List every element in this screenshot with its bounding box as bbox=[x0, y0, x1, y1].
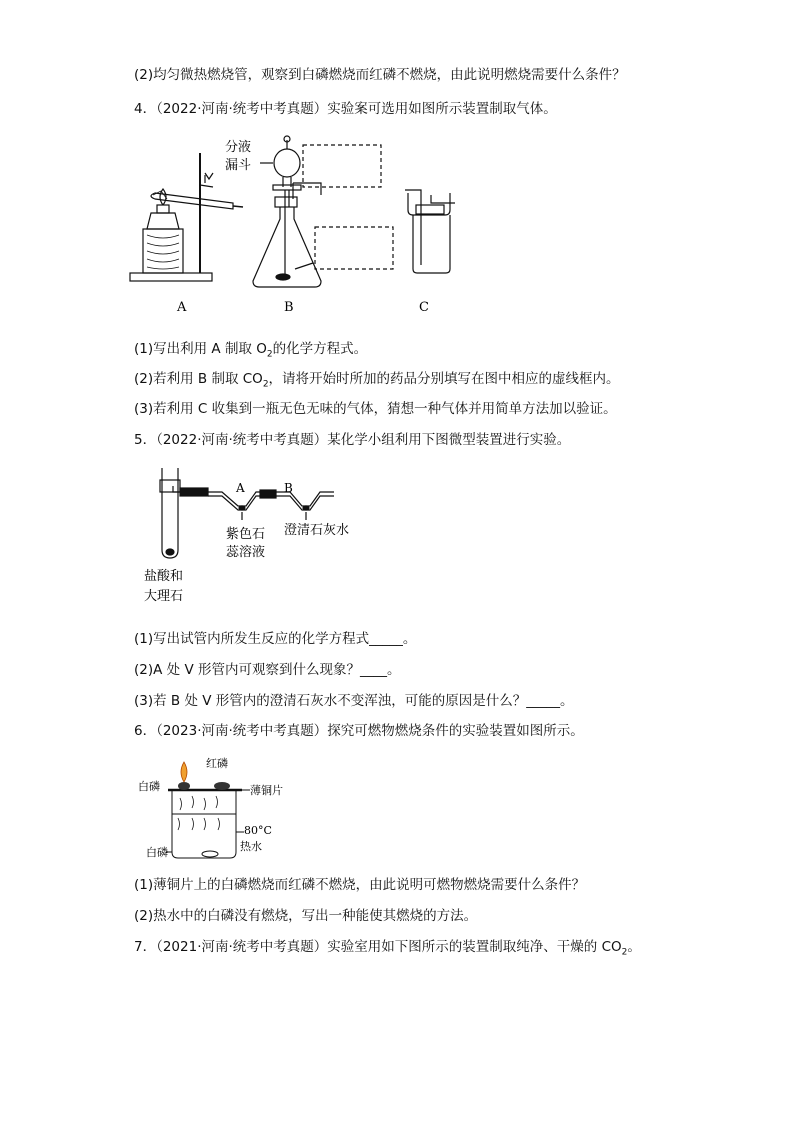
figure-5-apparatus bbox=[140, 462, 370, 612]
q4-sub1: (1)写出利用 A 制取 $O_2$的化学方程式。 bbox=[134, 341, 368, 360]
white-phosphorus-top bbox=[178, 782, 190, 790]
temp-label: 80°C bbox=[244, 824, 272, 837]
q6-sub2: (2)热水中的白磷没有燃烧，写出一种能使其燃烧的方法。 bbox=[134, 908, 478, 924]
jar-outlet-tube bbox=[431, 195, 455, 203]
marble-chips bbox=[166, 549, 174, 555]
flame-icon bbox=[181, 762, 187, 782]
funnel-label-1: 分液 bbox=[225, 140, 252, 155]
test-tube bbox=[162, 468, 178, 558]
q5-sub1: (1)写出试管内所发生反应的化学方程式_____。 bbox=[134, 631, 417, 647]
tube-stopper bbox=[160, 480, 180, 492]
funnel-stopcock bbox=[273, 185, 301, 190]
test-tube bbox=[151, 193, 233, 209]
white-p-bottom-label: 白磷 bbox=[146, 846, 168, 859]
red-p-label: 红磷 bbox=[206, 757, 228, 770]
delivery-tube bbox=[233, 206, 243, 207]
limewater-label: 澄清石灰水 bbox=[284, 523, 350, 538]
clamp-arrow bbox=[205, 173, 213, 179]
rubber-connector bbox=[180, 488, 208, 496]
alcohol-lamp bbox=[147, 213, 179, 229]
flask-box-leader bbox=[295, 263, 313, 269]
q3-sub2-text: (2)均匀微热燃烧管，观察到白磷燃烧而红磷不燃烧，由此说明燃烧需要什么条件？ bbox=[134, 67, 626, 83]
q5-sub2: (2)A 处 V 形管内可观察到什么现象？____。 bbox=[134, 662, 401, 678]
apparatus-b bbox=[253, 136, 393, 287]
q4-sub2: (2)若利用 B 制取 $CO_2$，请将开始时所加的药品分别填写在图中相应的虚线框内。 bbox=[134, 371, 620, 390]
beaker bbox=[172, 790, 236, 858]
flask-solid bbox=[276, 274, 290, 280]
reagent-label-1: 盐酸和 bbox=[144, 569, 184, 584]
apparatus-c bbox=[405, 190, 455, 273]
jar-stopper bbox=[416, 205, 444, 214]
q6-stem: 6．（2023·河南·统考中考真题）探究可燃物燃烧条件的实验装置如图所示。 bbox=[134, 723, 584, 739]
flask-reagent-box[interactable] bbox=[315, 227, 393, 269]
iron-stand-base bbox=[130, 273, 212, 281]
fig5-label-b: B bbox=[284, 481, 293, 495]
hot-water-label: 热水 bbox=[240, 840, 262, 853]
q7-stem: 7．（2021·河南·统考中考真题）实验室用如下图所示的装置制取纯净、干燥的 $CO_2$。 bbox=[134, 939, 641, 958]
clamp-arm bbox=[200, 185, 213, 187]
fig5-label-a: A bbox=[236, 481, 245, 495]
reagent-label-2: 大理石 bbox=[144, 589, 184, 604]
q5-stem: 5．（2022·河南·统考中考真题）某化学小组利用下图微型装置进行实验。 bbox=[134, 432, 571, 448]
copper-label: 薄铜片 bbox=[250, 784, 283, 797]
white-phosphorus-bottom bbox=[202, 851, 218, 857]
lamp-wick-holder bbox=[157, 205, 169, 213]
litmus-label-1: 紫色石 bbox=[226, 527, 266, 542]
fig4-label-a: A bbox=[177, 300, 187, 315]
funnel-reagent-box[interactable] bbox=[303, 145, 381, 187]
rubber-connector-2 bbox=[260, 490, 276, 498]
q4-stem: 4．（2022·河南·统考中考真题）实验案可选用如图所示装置制取气体。 bbox=[134, 101, 557, 117]
fig4-label-c: C bbox=[419, 300, 429, 315]
figure-6-apparatus bbox=[132, 752, 292, 864]
separatory-funnel-bulb bbox=[274, 149, 300, 177]
red-phosphorus bbox=[214, 782, 230, 790]
gas-jar bbox=[413, 215, 450, 273]
q4-sub3: (3)若利用 C 收集到一瓶无色无味的气体，猜想一种气体并用简单方法加以验证。 bbox=[134, 401, 617, 417]
funnel-label-2: 漏斗 bbox=[225, 158, 252, 173]
litmus-label-2: 蕊溶液 bbox=[226, 545, 266, 560]
q6-sub1: (1)薄铜片上的白磷燃烧而红磷不燃烧，由此说明可燃物燃烧需要什么条件？ bbox=[134, 877, 586, 893]
figure-4-apparatus bbox=[125, 135, 465, 325]
flask-stopper bbox=[275, 197, 297, 207]
fig4-label-b: B bbox=[284, 300, 294, 315]
white-p-top-label: 白磷 bbox=[138, 780, 160, 793]
q5-sub3: (3)若 B 处 V 形管内的澄清石灰水不变浑浊，可能的原因是什么？_____。 bbox=[134, 693, 574, 709]
